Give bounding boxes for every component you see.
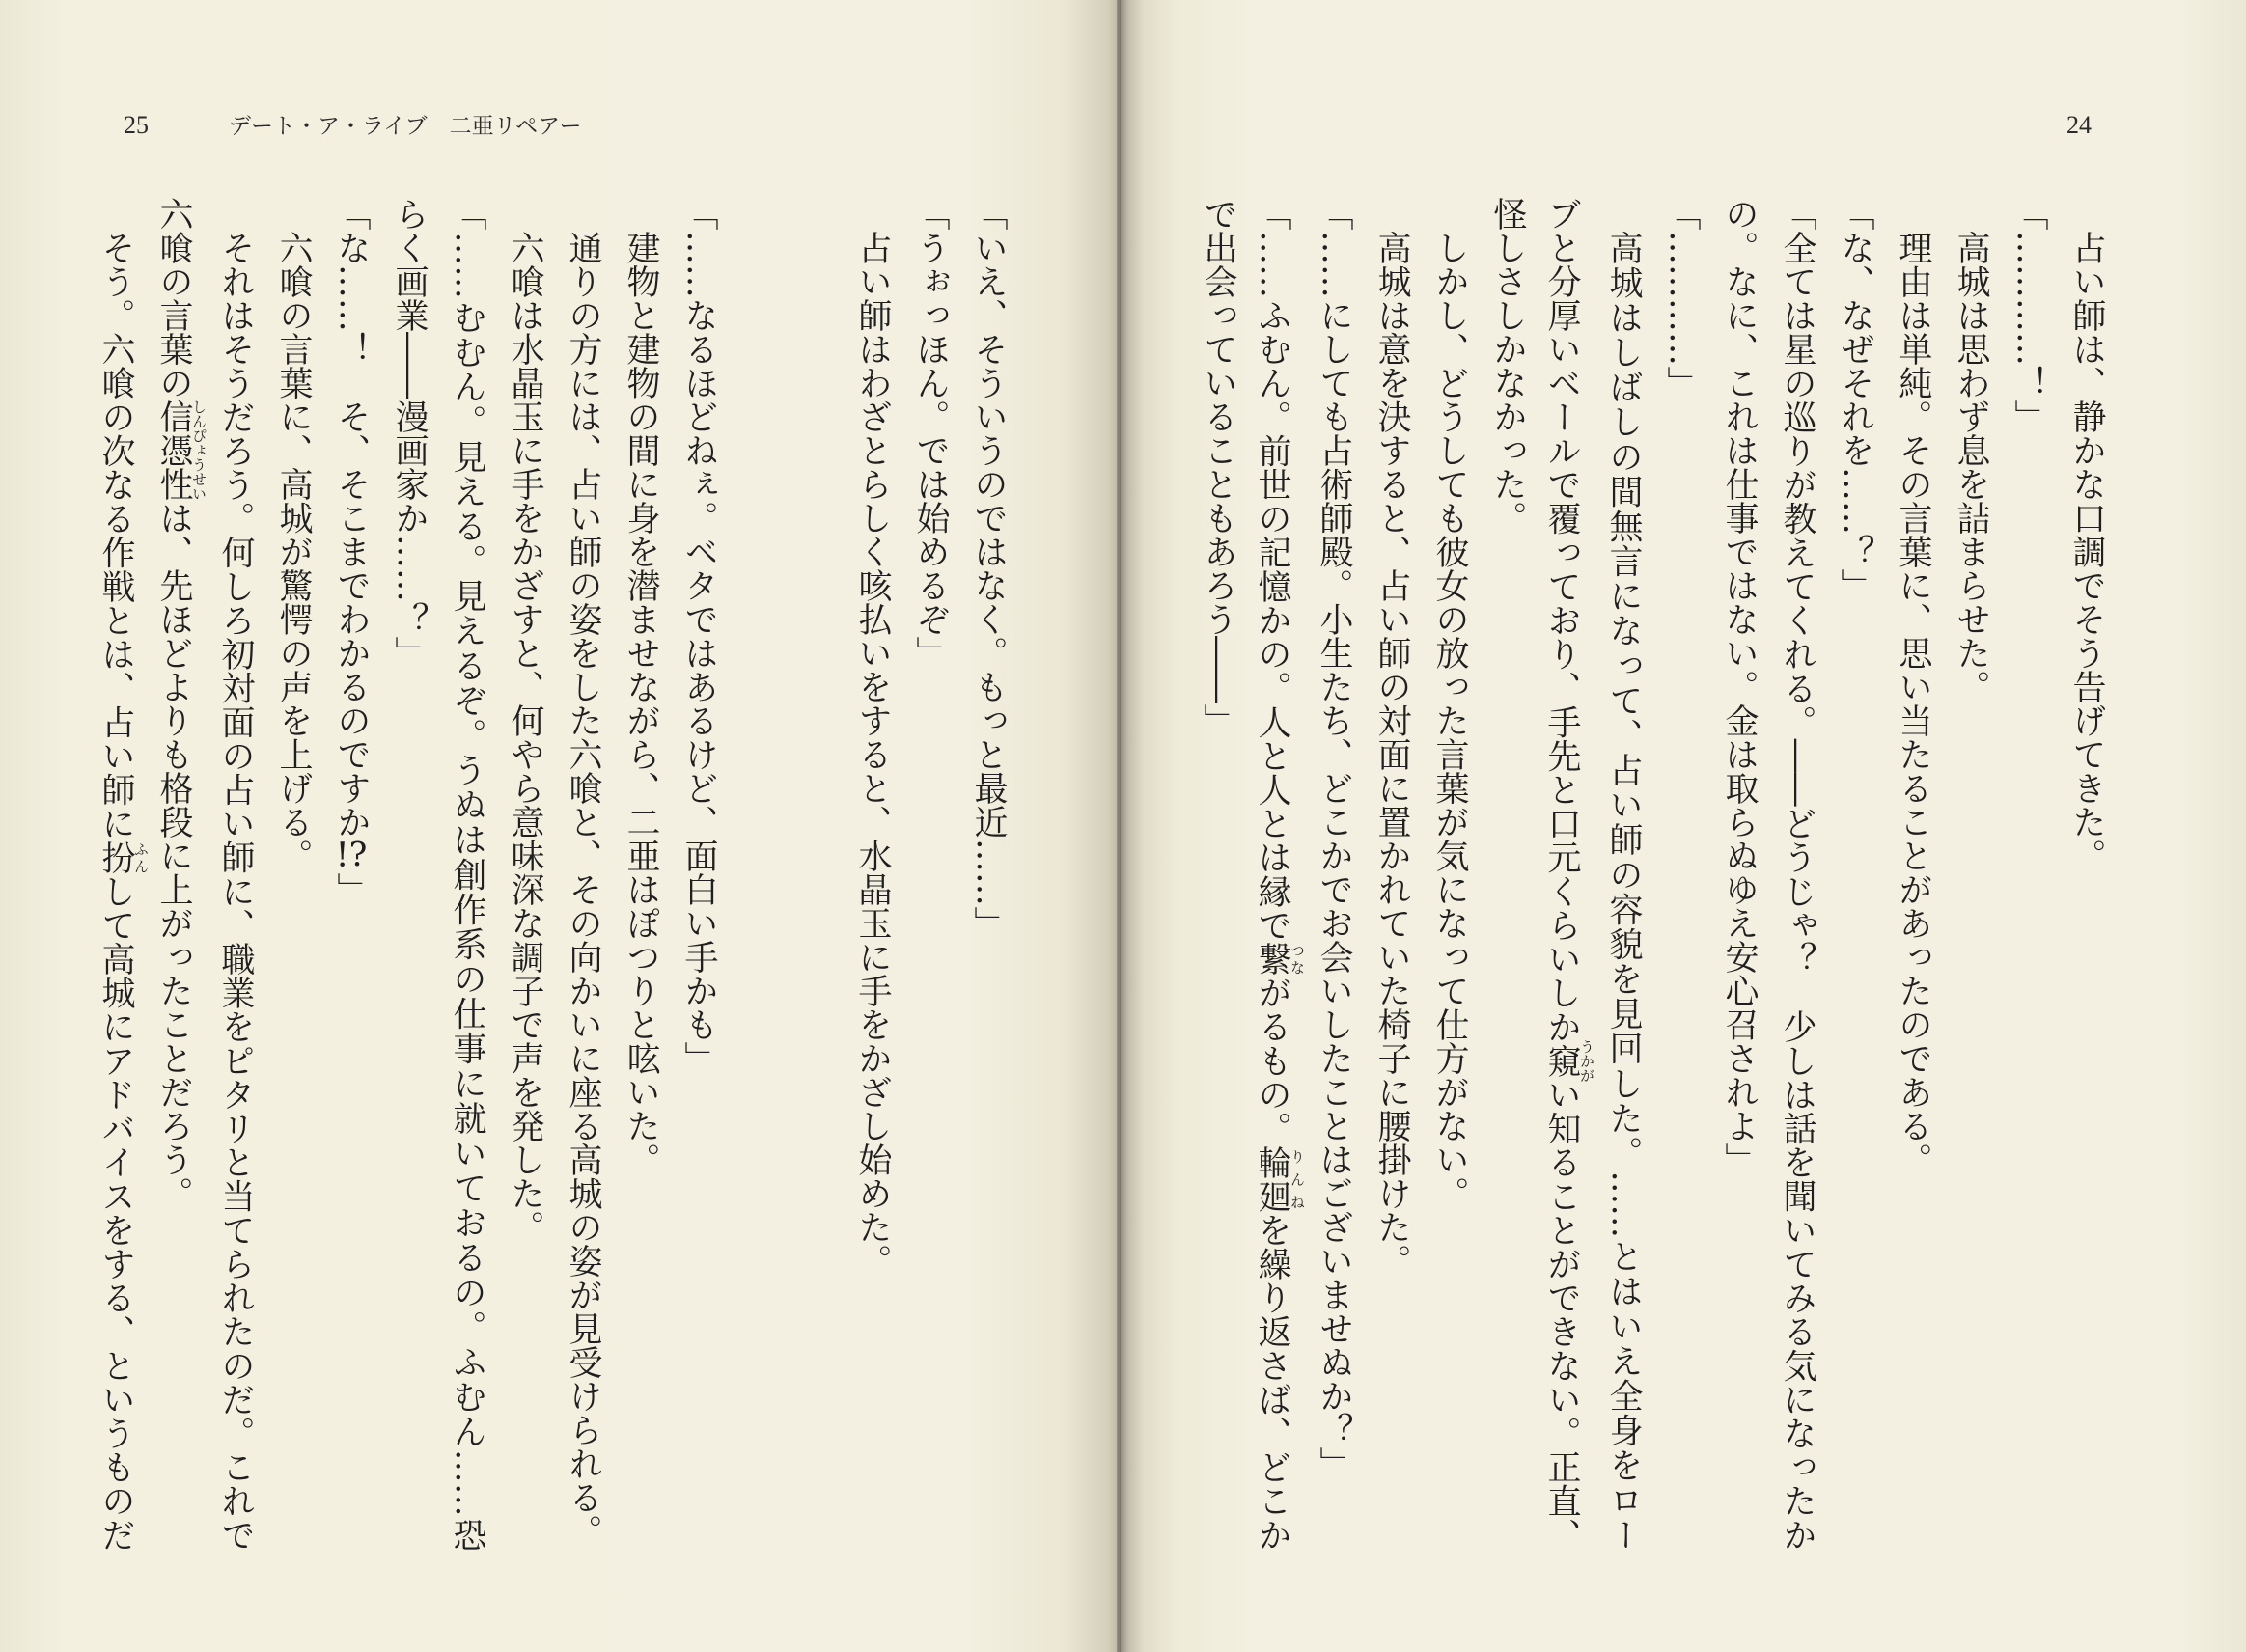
ruby-annotation xyxy=(97,840,150,875)
body-text xyxy=(1189,197,2116,1552)
text-segment: は、先ほどよりも格段に上がったことだろう。 xyxy=(154,501,193,1210)
text-line xyxy=(322,197,380,1552)
text-line xyxy=(1537,197,1594,1552)
scene-break-blank-line xyxy=(728,197,786,1552)
ruby-annotation xyxy=(1253,1144,1306,1214)
text-line: 「全ては星の巡りが教えてくれる。――どうじゃ？ 少しは話を聞いてみる気になったか xyxy=(1778,197,1816,1552)
running-head: デート・ア・ライブ 二亜リペアー xyxy=(229,114,582,139)
text-line: 六喰は水晶玉に手をかざすと、何やら意味深な調子で声を発した。 xyxy=(506,231,544,1244)
text-line: 「……なるほどねぇ。ベタではあるけど、面白い手かも」 xyxy=(679,197,718,1075)
text-line: 占い師はわざとらしく咳払いをすると、水晶玉に手をかざし始めた。 xyxy=(853,231,892,1278)
ruby-base: 窺 xyxy=(1542,1038,1581,1083)
ruby-text: つな xyxy=(1289,942,1306,977)
text-line: 「な、なぜそれを……？」 xyxy=(1836,197,1874,602)
ruby-base: 繋 xyxy=(1253,942,1291,977)
text-line: 怪しさしかなかった。 xyxy=(1488,197,1527,535)
text-line: それはそうだろう。何しろ初対面の占い師に、職業をピタリと当てられたのだ。これで xyxy=(216,231,255,1552)
page-left xyxy=(0,0,1120,1652)
ruby-text: うかが xyxy=(1578,1038,1595,1083)
text-line: 「…………」 xyxy=(1662,197,1701,399)
text-line: 「……むむん。見える。見えるぞ。うぬは創作系の仕事に就いておるの。ふむん……恐 xyxy=(448,197,486,1552)
text-segment: い知ることができない。正直、 xyxy=(1542,1077,1581,1553)
ruby-annotation xyxy=(1542,1038,1595,1083)
ruby-base: 信憑性 xyxy=(154,399,193,501)
text-line: らく画業――漫画家か……？」 xyxy=(390,197,429,670)
text-segment: して高城にアドバイスをする、というものだ xyxy=(97,874,135,1553)
text-segment: がるもの。 xyxy=(1253,976,1291,1145)
body-text xyxy=(91,197,1017,1552)
text-segment: そう。六喰の次なる作戦とは、占い師に xyxy=(97,231,135,840)
text-line: 「…………！」 xyxy=(2010,197,2048,433)
text-line xyxy=(1247,197,1305,1552)
text-segment: 六喰の言葉の xyxy=(154,197,193,399)
text-segment: を繰り返さば、どこか xyxy=(1253,1213,1291,1553)
text-line xyxy=(149,197,207,1552)
gutter-fold xyxy=(1117,0,1121,1652)
text-segment: 」 xyxy=(332,872,371,906)
ruby-base: 扮 xyxy=(97,840,135,875)
text-segment: ブと分厚いベールで覆っており、手先と口元くらいしか xyxy=(1542,197,1581,1044)
page-right xyxy=(1120,0,2246,1652)
text-line: 「いえ、そういうのではなく。もっと最近……」 xyxy=(969,197,1008,940)
text-line: 六喰の言葉に、高城が驚愕の声を上げる。 xyxy=(274,231,313,872)
text-line: 通りの方には、占い師の姿をした六喰と、その向かいに座る高城の姿が見受けられる。 xyxy=(564,231,602,1548)
page-number: 25 xyxy=(124,111,149,139)
ruby-text: りんね xyxy=(1289,1144,1306,1213)
text-segment: 「……ふむん。前世の記憶かの。人と人とは縁で xyxy=(1253,197,1291,943)
text-line: しかし、どうしても彼女の放った言葉が気になって仕方がない。 xyxy=(1430,231,1469,1210)
ruby-base: 輪廻 xyxy=(1253,1144,1291,1214)
text-line: 「うぉっほん。では始めるぞ」 xyxy=(911,197,950,670)
text-line: 高城は意を決すると、占い師の対面に置かれていた椅子に腰掛けた。 xyxy=(1373,231,1411,1278)
text-line: で出会っていることもあろう――」 xyxy=(1199,197,1237,737)
text-line: 「……にしても占術師殿。小生たち、どこかでお会いしたことはございませぬか？」 xyxy=(1315,197,1353,1480)
text-line: 高城はしばしの間無言になって、占い師の容貌を見回した。……とはいえ全身をロー xyxy=(1604,231,1643,1552)
tate-chu-yoko-segment: !? xyxy=(335,839,368,872)
ruby-annotation xyxy=(154,399,208,501)
text-line: 占い師は、静かな口調でそう告げてきた。 xyxy=(2067,231,2106,872)
page-number: 24 xyxy=(2066,111,2092,139)
ruby-text: ふん xyxy=(132,840,150,874)
scene-break-blank-line xyxy=(786,197,844,1552)
text-line: の。なに、これは仕事ではない。金は取らぬゆえ安心召されよ」 xyxy=(1720,197,1759,1176)
text-line: 高城は思わず息を詰まらせた。 xyxy=(1952,231,1990,703)
text-segment: 「な……！ そ、そこまでわかるのですか xyxy=(332,197,371,839)
ruby-text: しんぴょうせい xyxy=(190,399,208,501)
text-line: 理由は単純。その言葉に、思い当たることがあったのである。 xyxy=(1894,231,1932,1176)
text-line: 建物と建物の間に身を潜ませながら、二亜はぽつりと呟いた。 xyxy=(622,231,660,1176)
text-line xyxy=(91,197,149,1552)
ruby-annotation xyxy=(1253,942,1306,977)
